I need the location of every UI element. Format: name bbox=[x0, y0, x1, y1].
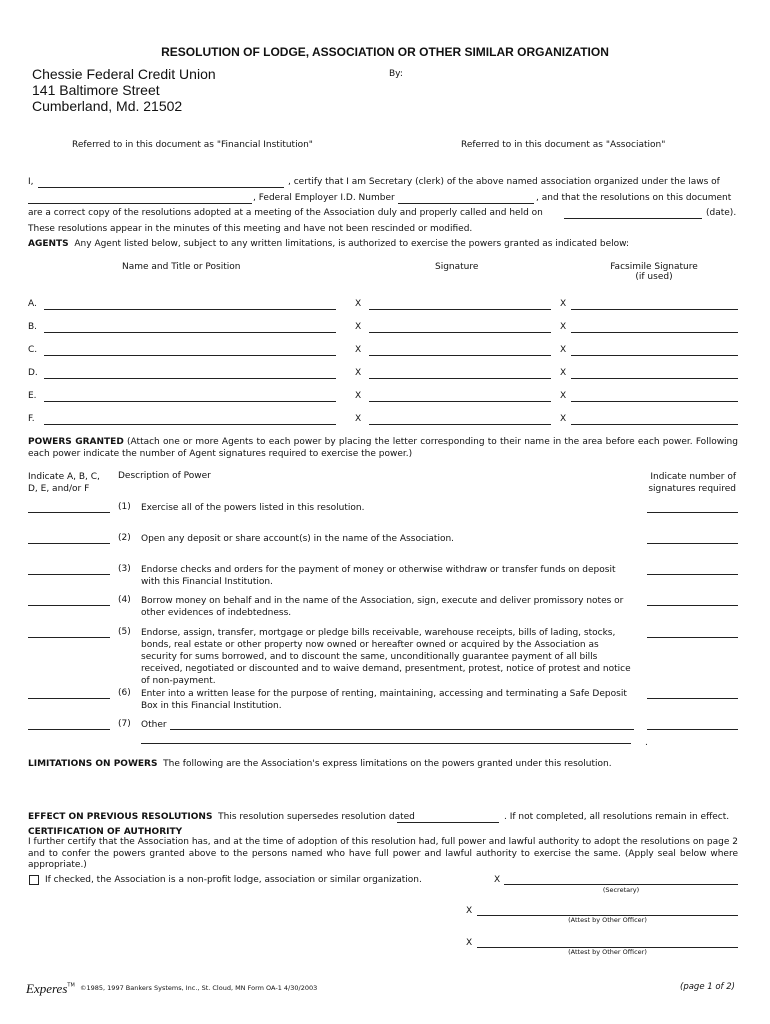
agent-name-field[interactable] bbox=[44, 367, 336, 379]
agent-letter: B. bbox=[28, 322, 38, 332]
power-signatures-required-field[interactable] bbox=[647, 563, 738, 575]
power-number: (1) bbox=[118, 502, 131, 512]
agent-facsimile-x: X bbox=[560, 345, 567, 355]
agent-facsimile-x: X bbox=[560, 414, 567, 424]
meeting-date-field[interactable] bbox=[564, 207, 702, 219]
agent-facsimile-x: X bbox=[560, 391, 567, 401]
limitations-block bbox=[28, 759, 612, 769]
effect-text-2: . If not completed, all resolutions remain in effect. bbox=[504, 812, 730, 822]
nonprofit-checkbox[interactable] bbox=[29, 875, 39, 885]
effect-heading: EFFECT ON PREVIOUS RESOLUTIONS bbox=[28, 812, 213, 822]
agent-signature-field[interactable] bbox=[369, 321, 551, 333]
power-description: Borrow money on behalf and in the name of the Association, sign, execute and deliver promissory notes or other evidences of indebtedness. bbox=[141, 596, 624, 618]
powers-intro bbox=[28, 436, 738, 460]
institution-name: Chessie Federal Credit Union bbox=[32, 66, 216, 82]
limitations-heading: LIMITATIONS ON POWERS bbox=[28, 759, 158, 769]
powers-col-signatures-line2: signatures required bbox=[648, 484, 736, 494]
power-agents-field[interactable] bbox=[28, 594, 110, 606]
powers-heading: POWERS GRANTED bbox=[28, 437, 124, 447]
agent-facsimile-x: X bbox=[560, 299, 567, 309]
power-number: (3) bbox=[118, 564, 131, 574]
institution-city: Cumberland, Md. 21502 bbox=[32, 98, 183, 114]
agents-col-facsimile bbox=[586, 262, 722, 282]
power-number: (6) bbox=[118, 688, 131, 698]
attest-1-caption: (Attest by Other Officer) bbox=[568, 916, 647, 924]
power-signatures-required-field[interactable] bbox=[647, 532, 738, 544]
agent-name-field[interactable] bbox=[44, 390, 336, 402]
cert-text-4: are a correct copy of the resolutions adopted at a meeting of the Association duly and properly called and held on bbox=[28, 208, 543, 218]
power-number: (4) bbox=[118, 595, 131, 605]
agent-signature-field[interactable] bbox=[369, 367, 551, 379]
previous-resolution-date-field[interactable] bbox=[397, 811, 499, 823]
agent-facsimile-field[interactable] bbox=[571, 344, 738, 356]
power-description: Endorse checks and orders for the payment of money or otherwise withdraw or transfer funds on deposit with this Financial Institution. bbox=[141, 565, 616, 587]
power-signatures-required-field[interactable] bbox=[647, 718, 738, 730]
agent-signature-field[interactable] bbox=[369, 298, 551, 310]
agent-facsimile-x: X bbox=[560, 368, 567, 378]
attest-2-x: X bbox=[466, 938, 473, 948]
powers-col-description: Description of Power bbox=[118, 471, 211, 481]
cert-text-2: , Federal Employer I.D. Number bbox=[253, 193, 395, 203]
power-agents-field[interactable] bbox=[28, 718, 110, 730]
agents-col-facsimile-line2: (if used) bbox=[635, 272, 673, 282]
power-agents-field[interactable] bbox=[28, 501, 110, 513]
agent-signature-field[interactable] bbox=[369, 413, 551, 425]
cert-i: I, bbox=[28, 177, 34, 187]
power-signatures-required-field[interactable] bbox=[647, 687, 738, 699]
power-signatures-required-field[interactable] bbox=[647, 501, 738, 513]
agent-signature-x: X bbox=[355, 299, 362, 309]
federal-employer-id-field[interactable] bbox=[398, 192, 534, 204]
power-number: (7) bbox=[118, 719, 131, 729]
attest-2-signature-field[interactable] bbox=[477, 936, 738, 948]
logo-trademark: TM bbox=[67, 982, 75, 989]
limitations-text: The following are the Association's express limitations on the powers granted under this resolution. bbox=[163, 759, 612, 769]
cert-text-1: , certify that I am Secretary (clerk) of the above named association organized under the laws of bbox=[288, 177, 720, 187]
nonprofit-checkbox-label: If checked, the Association is a non-profit lodge, association or similar organization. bbox=[45, 875, 422, 885]
agent-letter: C. bbox=[28, 345, 38, 355]
power-agents-field[interactable] bbox=[28, 626, 110, 638]
agent-letter: D. bbox=[28, 368, 38, 378]
agent-facsimile-x: X bbox=[560, 322, 567, 332]
attest-2-caption: (Attest by Other Officer) bbox=[568, 948, 647, 956]
agent-signature-x: X bbox=[355, 345, 362, 355]
agents-col-name: Name and Title or Position bbox=[122, 262, 241, 272]
agents-col-signature: Signature bbox=[435, 262, 479, 272]
agent-facsimile-field[interactable] bbox=[571, 413, 738, 425]
powers-col-agents bbox=[28, 471, 100, 495]
agent-name-field[interactable] bbox=[44, 413, 336, 425]
footer-logo bbox=[26, 978, 75, 997]
powers-col-signatures-line1: Indicate number of bbox=[650, 472, 736, 482]
state-of-organization-field[interactable] bbox=[28, 192, 252, 204]
page-title: RESOLUTION OF LODGE, ASSOCIATION OR OTHER SIMILAR ORGANIZATION bbox=[161, 45, 609, 59]
agent-name-field[interactable] bbox=[44, 298, 336, 310]
attest-1-x: X bbox=[466, 906, 473, 916]
agent-facsimile-field[interactable] bbox=[571, 321, 738, 333]
agent-facsimile-field[interactable] bbox=[571, 367, 738, 379]
power-description: Exercise all of the powers listed in this resolution. bbox=[141, 503, 365, 513]
agent-signature-x: X bbox=[355, 391, 362, 401]
agent-signature-x: X bbox=[355, 414, 362, 424]
power-description: Open any deposit or share account(s) in the name of the Association. bbox=[141, 534, 455, 544]
attest-1-signature-field[interactable] bbox=[477, 904, 738, 916]
footer-page-number: (page 1 of 2) bbox=[680, 982, 735, 992]
agent-signature-x: X bbox=[355, 368, 362, 378]
power-other-field[interactable] bbox=[170, 718, 634, 730]
agent-signature-field[interactable] bbox=[369, 344, 551, 356]
institution-block bbox=[32, 66, 216, 114]
agent-letter: F. bbox=[28, 414, 35, 424]
agent-letter: A. bbox=[28, 299, 37, 309]
power-number: (5) bbox=[118, 627, 131, 637]
certification-heading: CERTIFICATION OF AUTHORITY bbox=[28, 827, 183, 837]
agents-intro bbox=[28, 239, 629, 249]
agents-heading: AGENTS bbox=[28, 239, 69, 249]
powers-text: (Attach one or more Agents to each power by placing the letter corresponding to their name in the area before each power. Following each power indicate the number of Agent signatures required to exercise the power.) bbox=[28, 437, 738, 459]
power-other-line2-field[interactable] bbox=[141, 732, 631, 744]
agent-signature-x: X bbox=[355, 322, 362, 332]
power-signatures-required-field[interactable] bbox=[647, 594, 738, 606]
cert-text-5: (date). bbox=[706, 208, 737, 218]
secretary-caption: (Secretary) bbox=[602, 886, 640, 894]
agent-signature-field[interactable] bbox=[369, 390, 551, 402]
secretary-signature-field[interactable] bbox=[504, 873, 738, 885]
powers-col-signatures bbox=[610, 471, 736, 495]
effect-text-1: This resolution supersedes resolution dated bbox=[218, 812, 415, 822]
power-other-period: . bbox=[645, 738, 648, 748]
ref-association: Referred to in this document as "Association" bbox=[461, 140, 666, 150]
secretary-x: X bbox=[494, 875, 501, 885]
power-description: Endorse, assign, transfer, mortgage or pledge bills receivable, warehouse receipts, bills of lading, stocks, bonds, real estate or other property now owned or hereafter owned or acquired by the Association as security for sums borrowed, and to discount the same, unconditionally guarantee payment of all bills received, negotiated or discounted and to waive demand, presentment, protest, notice of protest and notice of non-payment. bbox=[141, 628, 631, 686]
agent-facsimile-field[interactable] bbox=[571, 298, 738, 310]
agent-letter: E. bbox=[28, 391, 37, 401]
power-agents-field[interactable] bbox=[28, 687, 110, 699]
certification-text: I further certify that the Association has, and at the time of adoption of this resolution had, full power and lawful authority to adopt the resolutions on page 2 and to confer the powers granted above to the persons named who have full power and lawful authority to exercise the same. (Apply seal below where appropriate.) bbox=[28, 837, 738, 870]
institution-street: 141 Baltimore Street bbox=[32, 82, 160, 98]
by-label: By: bbox=[389, 69, 403, 79]
power-description: Enter into a written lease for the purpose of renting, maintaining, accessing and terminating a Safe Deposit Box in this Financial Institution. bbox=[141, 689, 627, 711]
limitations-area[interactable] bbox=[28, 772, 738, 802]
effect-block bbox=[28, 812, 415, 822]
powers-col-agents-line2: D, E, and/or F bbox=[28, 484, 90, 494]
power-signatures-required-field[interactable] bbox=[647, 626, 738, 638]
cert-text-3: , and that the resolutions on this document bbox=[536, 193, 732, 203]
agents-col-facsimile-line1: Facsimile Signature bbox=[610, 262, 698, 272]
agent-facsimile-field[interactable] bbox=[571, 390, 738, 402]
power-agents-field[interactable] bbox=[28, 563, 110, 575]
agent-name-field[interactable] bbox=[44, 344, 336, 356]
secretary-name-field[interactable] bbox=[38, 176, 284, 188]
power-number: (2) bbox=[118, 533, 131, 543]
experes-logo: Experes bbox=[26, 981, 68, 996]
ref-financial-institution: Referred to in this document as "Financial Institution" bbox=[72, 140, 313, 150]
cert-text-6: These resolutions appear in the minutes of this meeting and have not been rescinded or modified. bbox=[28, 224, 473, 234]
agents-text: Any Agent listed below, subject to any written limitations, is authorized to exercise the powers granted as indicated below: bbox=[74, 239, 630, 249]
powers-col-agents-line1: Indicate A, B, C, bbox=[28, 472, 100, 482]
footer-copyright: ©1985, 1997 Bankers Systems, Inc., St. Cloud, MN Form OA-1 4/30/2003 bbox=[80, 984, 318, 992]
agent-name-field[interactable] bbox=[44, 321, 336, 333]
power-agents-field[interactable] bbox=[28, 532, 110, 544]
power-description: Other bbox=[141, 720, 167, 730]
